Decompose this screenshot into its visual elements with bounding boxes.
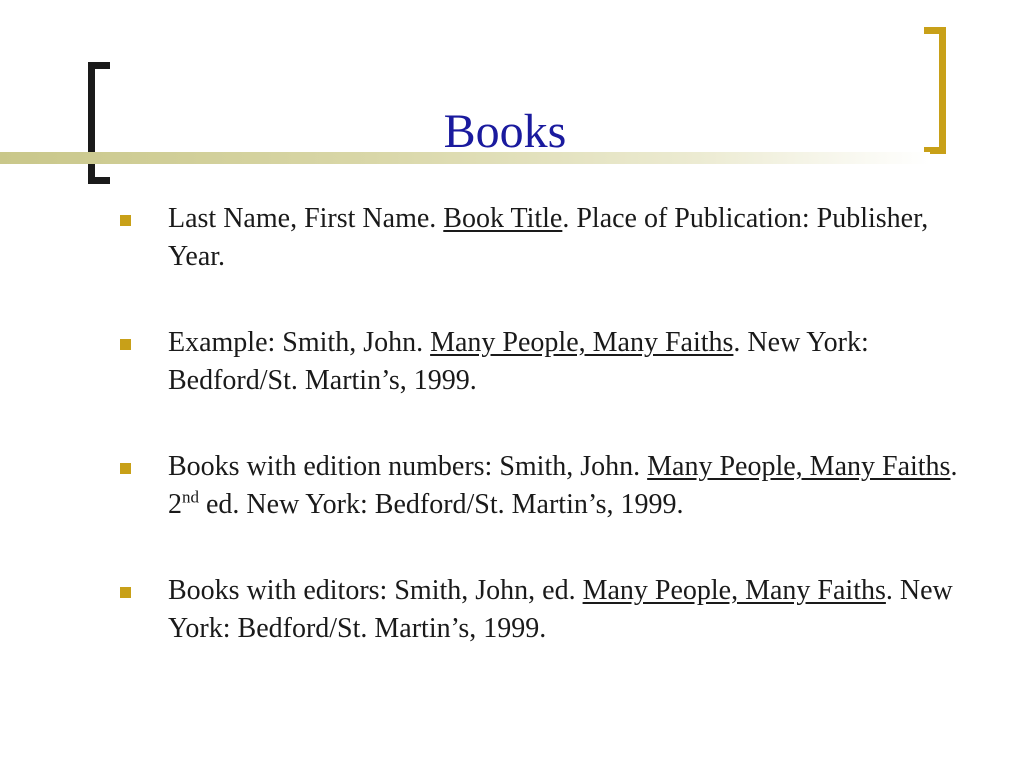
square-bullet-icon <box>120 339 131 350</box>
book-title-underlined: Book Title <box>443 203 563 234</box>
bullet-item-editors <box>118 572 978 648</box>
square-bullet-icon <box>120 463 131 474</box>
bullet-list <box>118 200 978 696</box>
bullet-item-edition <box>118 448 978 524</box>
book-title-underlined: Many People, Many Faiths <box>582 575 886 606</box>
bullet-item-example <box>118 324 978 400</box>
bullet-text-prefix: Books with edition numbers: Smith, John. <box>168 451 648 482</box>
bullet-item-format <box>118 200 978 276</box>
book-title-underlined: Many People, Many Faiths <box>647 451 951 482</box>
book-title-underlined: Many People, Many Faiths <box>430 327 734 358</box>
bullet-text-mid: . 2 <box>168 451 958 520</box>
square-bullet-icon <box>120 587 131 598</box>
ordinal-superscript: nd <box>182 487 199 507</box>
bullet-text-prefix: Example: Smith, John. <box>168 327 431 358</box>
bullet-text-suffix: . New York: Bedford/St. Martin’s, 1999. <box>168 327 869 396</box>
bullet-text-suffix: ed. New York: Bedford/St. Martin’s, 1999. <box>199 489 684 520</box>
bullet-text-suffix: . New York: Bedford/St. Martin’s, 1999. <box>168 575 953 644</box>
slide-title: Books <box>443 105 567 158</box>
bullet-text-prefix: Books with editors: Smith, John, ed. <box>168 575 583 606</box>
square-bullet-icon <box>120 215 131 226</box>
bullet-text-suffix: . Place of Publication: Publisher, Year. <box>168 203 929 272</box>
bullet-text-prefix: Last Name, First Name. <box>168 203 444 234</box>
